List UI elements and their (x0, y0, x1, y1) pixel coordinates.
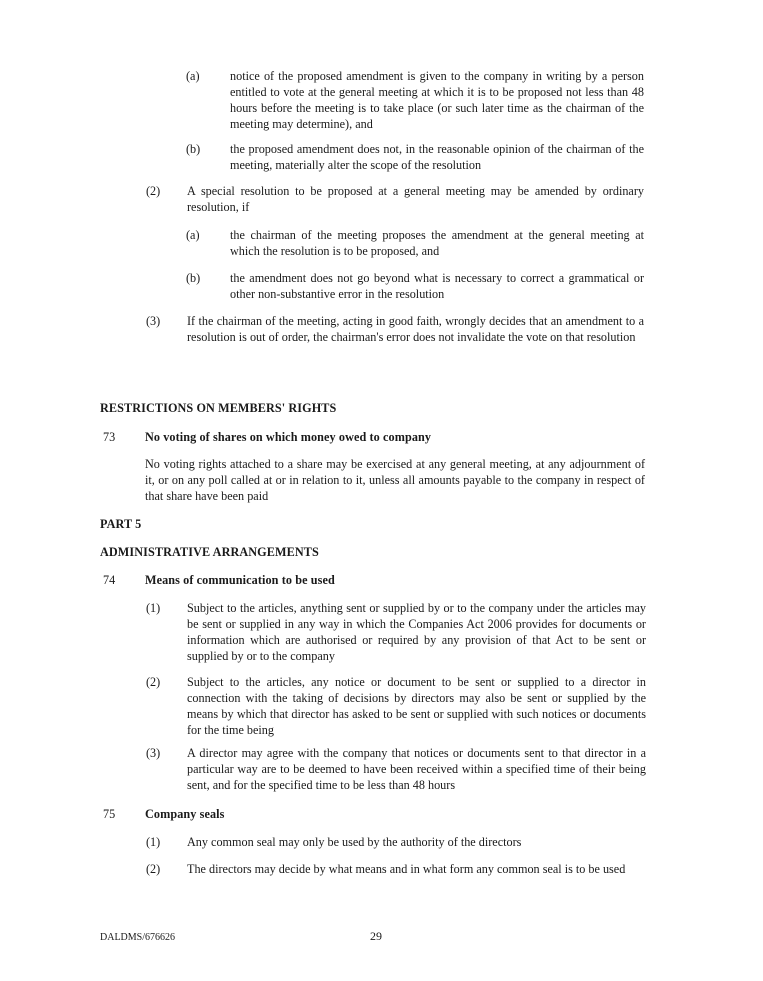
article-75-p1-text: Any common seal may only be used by the authority of the directors (187, 835, 522, 849)
para-2-label: (2) (146, 184, 161, 198)
footer-document-id: DALDMS/676626 (100, 932, 176, 943)
article-75-p2-label: (2) (146, 862, 161, 876)
section-heading-administrative: ADMINISTRATIVE ARRANGEMENTS (100, 545, 319, 559)
section-heading-restrictions: RESTRICTIONS ON MEMBERS' RIGHTS (100, 401, 337, 415)
article-75-number: 75 (103, 807, 116, 821)
article-73-title: No voting of shares on which money owed to company (145, 430, 432, 444)
item-b-text: the proposed amendment does not, in the reasonable opinion of the chairman of the meeting, materially alter the scope of the resolution (230, 142, 644, 172)
article-75-p2-text: The directors may decide by what means and in what form any common seal is to be used (187, 862, 626, 876)
part-5-heading: PART 5 (100, 517, 142, 531)
item-a-label: (a) (186, 69, 200, 83)
article-74-p2-text: Subject to the articles, any notice or document to be sent or supplied to a director in connection with the taking of decisions by directors may also be sent or supplied by the means by which that director has asked to be sent or supplied with such notices or documents for the time being (187, 675, 646, 737)
para-2-text: A special resolution to be proposed at a general meeting may be amended by ordinary resolution, if (187, 184, 644, 214)
article-74-title: Means of communication to be used (145, 573, 335, 587)
article-74-p3-label: (3) (146, 746, 161, 760)
para-2-item-a-text: the chairman of the meeting proposes the amendment at the general meeting at which the resolution is to be proposed, and (230, 228, 644, 258)
para-3-label: (3) (146, 314, 161, 328)
para-2-item-b-label: (b) (186, 271, 201, 285)
para-3-text: If the chairman of the meeting, acting in good faith, wrongly decides that an amendment to a resolution is out of order, the chairman's error does not invalidate the vote on that resolution (187, 314, 644, 344)
item-b-label: (b) (186, 142, 201, 156)
article-74-p3-text: A director may agree with the company that notices or documents sent to that director in a particular way are to be deemed to have been received within a specified time of their being sent, and for the specified time to be less than 48 hours (187, 746, 646, 792)
footer-page-number: 29 (370, 929, 382, 943)
article-74-p1-label: (1) (146, 601, 161, 615)
article-73-text: No voting rights attached to a share may be exercised at any general meeting, at any adjournment of it, or on any poll called at or in relation to it, unless all amounts payable to the company in respect of that share have been paid (145, 457, 645, 503)
article-74-p1-text: Subject to the articles, anything sent or supplied by or to the company under the articles may be sent or supplied in any way in which the Companies Act 2006 provides for documents or information which are authorised or required by any provision of that Act to be sent or supplied by or to the company (187, 601, 646, 663)
article-75-p1-label: (1) (146, 835, 161, 849)
article-73-number: 73 (103, 430, 116, 444)
article-74-number: 74 (103, 573, 116, 587)
item-a-text: notice of the proposed amendment is given to the company in writing by a person entitled to vote at the general meeting at which it is to be proposed not less than 48 hours before the meeting is to take place (or such later time as the chairman of the meeting may determine), and (230, 69, 644, 131)
article-74-p2-label: (2) (146, 675, 161, 689)
article-75-title: Company seals (145, 807, 225, 821)
para-2-item-a-label: (a) (186, 228, 200, 242)
para-2-item-b-text: the amendment does not go beyond what is necessary to correct a grammatical or other non-substantive error in the resolution (230, 271, 644, 301)
